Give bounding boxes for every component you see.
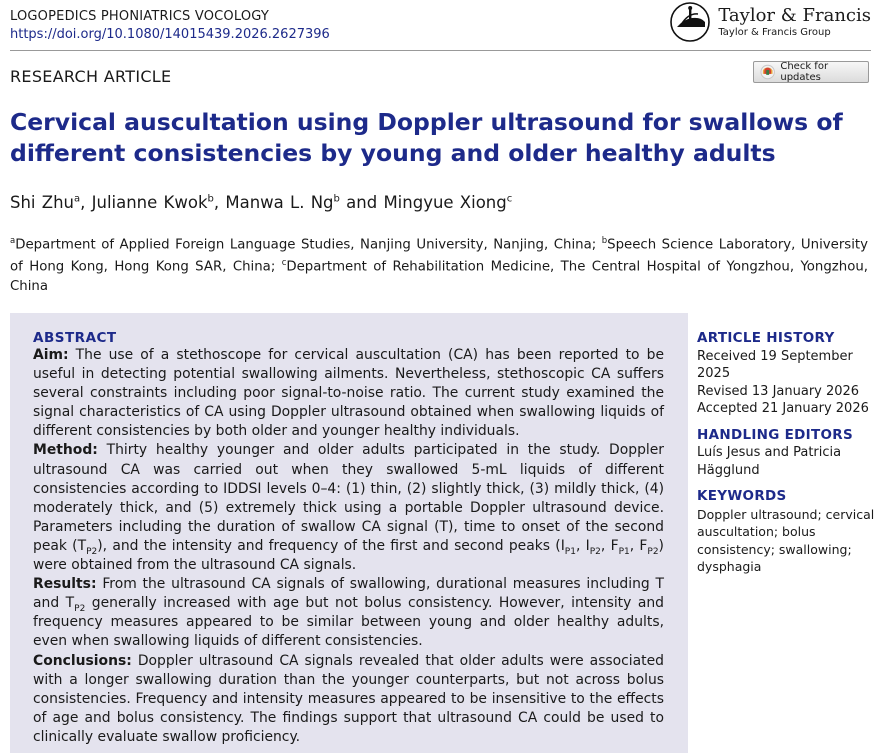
affiliation-text: Speech Science Laboratory, University of Hong Kong, Hong Kong SAR, China; [10, 237, 868, 275]
method-text: ), and the intensity and frequency of the first and second peaks (I [97, 537, 565, 554]
check-updates-icon [760, 64, 775, 80]
author-separator: , [80, 193, 92, 212]
abstract-method [33, 441, 664, 575]
affiliation-text: Department of Rehabilitation Medicine, The Central Hospital of Yongzhou, Yongzhou, China [10, 259, 868, 294]
handling-editors [697, 427, 877, 480]
author-name[interactable]: Julianne Kwok [91, 193, 208, 212]
results-text: generally increased with age but not bolus consistency. However, intensity and frequency measures appeared to be similar between young and older healthy adults, even when swallowing liquids of different consistencies. [33, 595, 664, 650]
abstract-heading: ABSTRACT [33, 330, 117, 346]
author-affiliation-marker: b [333, 193, 340, 205]
subscript: P2 [74, 604, 86, 614]
author-name[interactable]: Shi Zhu [10, 193, 74, 212]
abstract-results [33, 575, 664, 651]
symbol: F [610, 537, 619, 554]
separator: , [629, 537, 640, 554]
aim-label: Aim: [33, 347, 69, 363]
abstract-box [10, 313, 688, 753]
author-affiliation-marker: c [506, 193, 513, 205]
conclusions-text: Doppler ultrasound CA signals revealed that older adults were associated with a longer swallowing duration than the younger counterparts, but not across bolus consistencies. Frequency and intensity measures appeared to be insensitive to the effects of age and bolus consistency. The findings support that ultrasound CA could be used to clinically evaluate swallow proficiency. [33, 652, 664, 745]
revised-date: Revised 13 January 2026 [697, 383, 860, 399]
article-type: RESEARCH ARTICLE [10, 67, 172, 86]
publisher-text [718, 6, 871, 39]
abstract-aim [33, 346, 664, 441]
header-divider [10, 50, 871, 51]
method-text: ) were obtained from the ultrasound CA signals. [33, 537, 664, 574]
separator: , [600, 537, 611, 554]
author-affiliation-marker: b [207, 193, 214, 205]
author-separator: , [213, 193, 226, 212]
check-updates-label: Check for updates [780, 61, 829, 83]
method-label: Method: [33, 442, 98, 459]
article-title: Cervical auscultation using Doppler ultrasound for swallows of different consistencies by young and older healthy adults [10, 108, 843, 167]
aim-text: The use of a stethoscope for cervical auscultation (CA) has been reported to be useful in detecting potential swallowing ailments. Nevertheless, stethoscopic CA suffers several constraints including poor signal-to-noise ratio. The current study examined the signal characteristics of CA using Doppler ultrasound obtained when swallowing liquids of different consistencies by both older and younger healthy individuals. [33, 347, 664, 440]
affiliations [10, 232, 868, 296]
conclusions-label: Conclusions: [33, 652, 132, 669]
article-sidebar [697, 330, 877, 585]
subscript: P2 [86, 546, 98, 557]
affiliation-text: Department of Applied Foreign Language Studies, Nanjing University, Nanjing, China; [15, 237, 602, 253]
subscript: P1 [618, 546, 630, 557]
subscript: P2 [647, 546, 659, 557]
affiliation-key: b [601, 236, 608, 246]
affiliation-key: a [10, 236, 16, 246]
check-updates-button[interactable] [753, 61, 869, 83]
abstract-conclusions [33, 652, 664, 747]
subscript: P2 [589, 546, 601, 557]
editors-heading: HANDLING EDITORS [697, 426, 854, 443]
taylor-francis-logo-icon [668, 1, 712, 43]
separator: , [575, 537, 586, 554]
results-text: From the ultrasound CA signals of swallowing, durational measures including T and T [33, 576, 664, 612]
keywords-list: Doppler ultrasound; cervical auscultation; bolus consistency; swallowing; dysphagia [697, 506, 875, 574]
affiliation-key: c [281, 258, 287, 269]
accepted-date: Accepted 21 January 2026 [697, 401, 869, 416]
article-history [697, 330, 877, 418]
author-affiliation-marker: a [73, 193, 81, 205]
journal-header [10, 8, 330, 44]
publisher-group: Taylor & Francis Group [718, 26, 831, 38]
author-name[interactable]: Manwa L. Ng [225, 193, 334, 212]
author-name[interactable]: Mingyue Xiong [383, 193, 507, 212]
author-list [10, 193, 512, 212]
author-separator: and [339, 193, 384, 212]
journal-name: LOGOPEDICS PHONIATRICS VOCOLOGY [10, 9, 270, 24]
keywords-block [697, 488, 877, 576]
symbol: I [585, 537, 590, 554]
doi-link[interactable]: https://doi.org/10.1080/14015439.2026.2627396 [10, 27, 330, 42]
subscript: P1 [564, 546, 576, 557]
publisher-name: Taylor & Francis [718, 4, 871, 26]
publisher-brand [668, 1, 871, 43]
method-text: Thirty healthy younger and older adults participated in the study. Doppler ultrasound CA was carried out when they swallowed 5-mL liquids of different consistencies according to IDDSI levels 0–4: (1) thin, (2) slightly thick, (3) mildly thick, (4) moderately thick, and (5) extremely thick using a portable Doppler ultrasound device. Parameters including the duration of swallow CA signal (T), time to onset of the second peak (T [33, 442, 665, 554]
results-label: Results: [33, 576, 97, 593]
editors-names: Luís Jesus and Patricia Hägglund [697, 445, 842, 478]
history-heading: ARTICLE HISTORY [697, 330, 835, 346]
received-date: Received 19 September 2025 [697, 348, 853, 381]
symbol: F [639, 537, 648, 554]
keywords-heading: KEYWORDS [697, 488, 787, 504]
